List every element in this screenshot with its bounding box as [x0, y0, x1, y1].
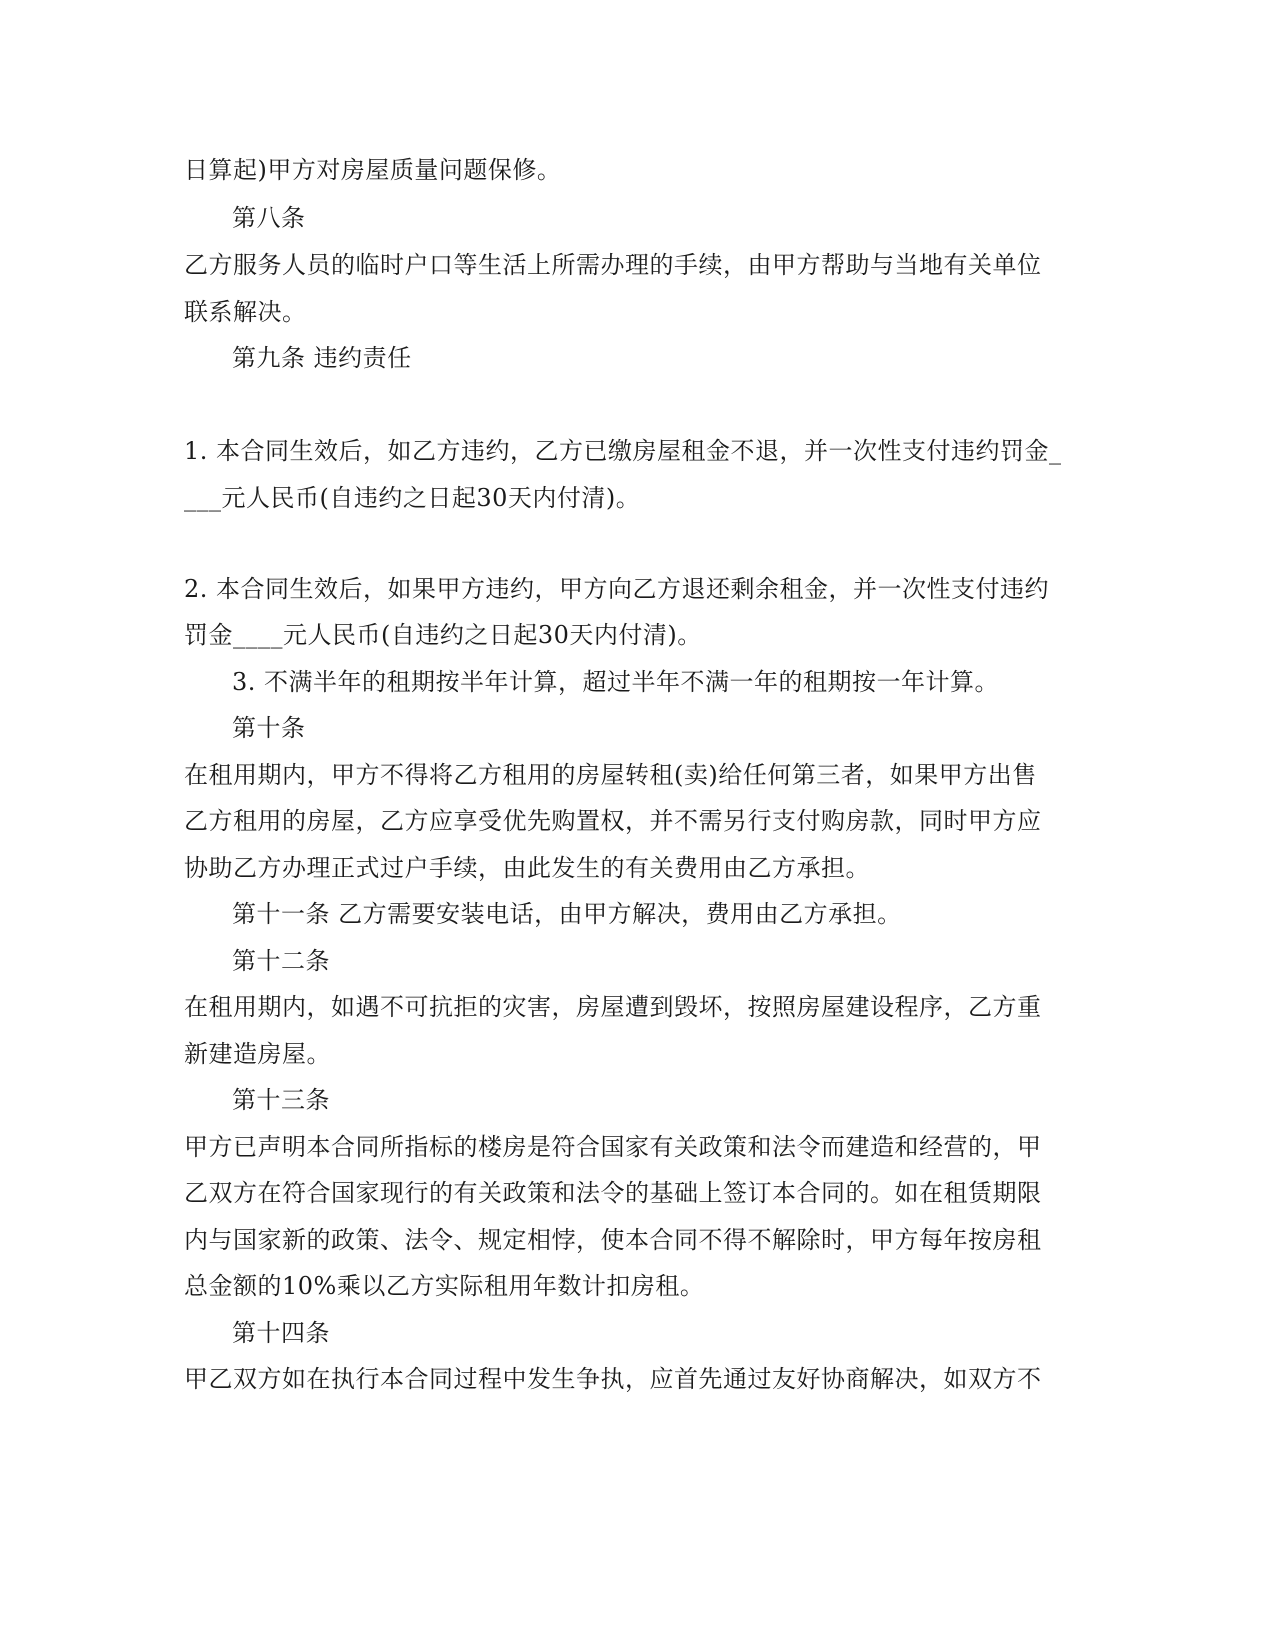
text-line: 总金额的10%乘以乙方实际租用年数计扣房租。	[184, 1272, 705, 1300]
article-heading: 第十四条	[232, 1319, 330, 1347]
article-heading: 第十三条	[232, 1086, 330, 1114]
text-line: 3. 不满半年的租期按半年计算，超过半年不满一年的租期按一年计算。	[232, 668, 1000, 696]
text-line: 2. 本合同生效后，如果甲方违约，甲方向乙方退还剩余租金，并一次性支付违约	[184, 575, 1050, 603]
article-heading: 第十一条 乙方需要安装电话，由甲方解决，费用由乙方承担。	[232, 900, 902, 928]
text-line: 联系解决。	[184, 298, 307, 326]
text-line: 罚金____元人民币(自违约之日起30天内付清)。	[184, 621, 702, 649]
text-line: 新建造房屋。	[184, 1040, 331, 1068]
article-heading: 第十条	[232, 714, 306, 742]
text-line: 1. 本合同生效后，如乙方违约，乙方已缴房屋租金不退，并一次性支付违约罚金_	[184, 437, 1062, 465]
text-line: 在租用期内，甲方不得将乙方租用的房屋转租(卖)给任何第三者，如果甲方出售	[184, 761, 1037, 789]
text-line: ___元人民币(自违约之日起30天内付清)。	[184, 484, 641, 512]
text-line: 协助乙方办理正式过户手续，由此发生的有关费用由乙方承担。	[184, 854, 870, 882]
article-heading: 第九条 违约责任	[232, 344, 412, 372]
text-line: 乙方服务人员的临时户口等生活上所需办理的手续，由甲方帮助与当地有关单位	[184, 251, 1042, 279]
text-line: 乙双方在符合国家现行的有关政策和法令的基础上签订本合同的。如在租赁期限	[184, 1179, 1042, 1207]
text-line: 甲方已声明本合同所指标的楼房是符合国家有关政策和法令而建造和经营的，甲	[184, 1133, 1042, 1161]
text-line: 在租用期内，如遇不可抗拒的灾害，房屋遭到毁坏，按照房屋建设程序，乙方重	[184, 993, 1042, 1021]
article-heading: 第十二条	[232, 947, 330, 975]
text-line: 乙方租用的房屋，乙方应享受优先购置权，并不需另行支付购房款，同时甲方应	[184, 807, 1042, 835]
text-line: 日算起)甲方对房屋质量问题保修。	[184, 156, 562, 184]
article-heading: 第八条	[232, 204, 306, 232]
text-line: 内与国家新的政策、法令、规定相悖，使本合同不得不解除时，甲方每年按房租	[184, 1226, 1042, 1254]
text-line: 甲乙双方如在执行本合同过程中发生争执，应首先通过友好协商解决，如双方不	[184, 1365, 1042, 1393]
